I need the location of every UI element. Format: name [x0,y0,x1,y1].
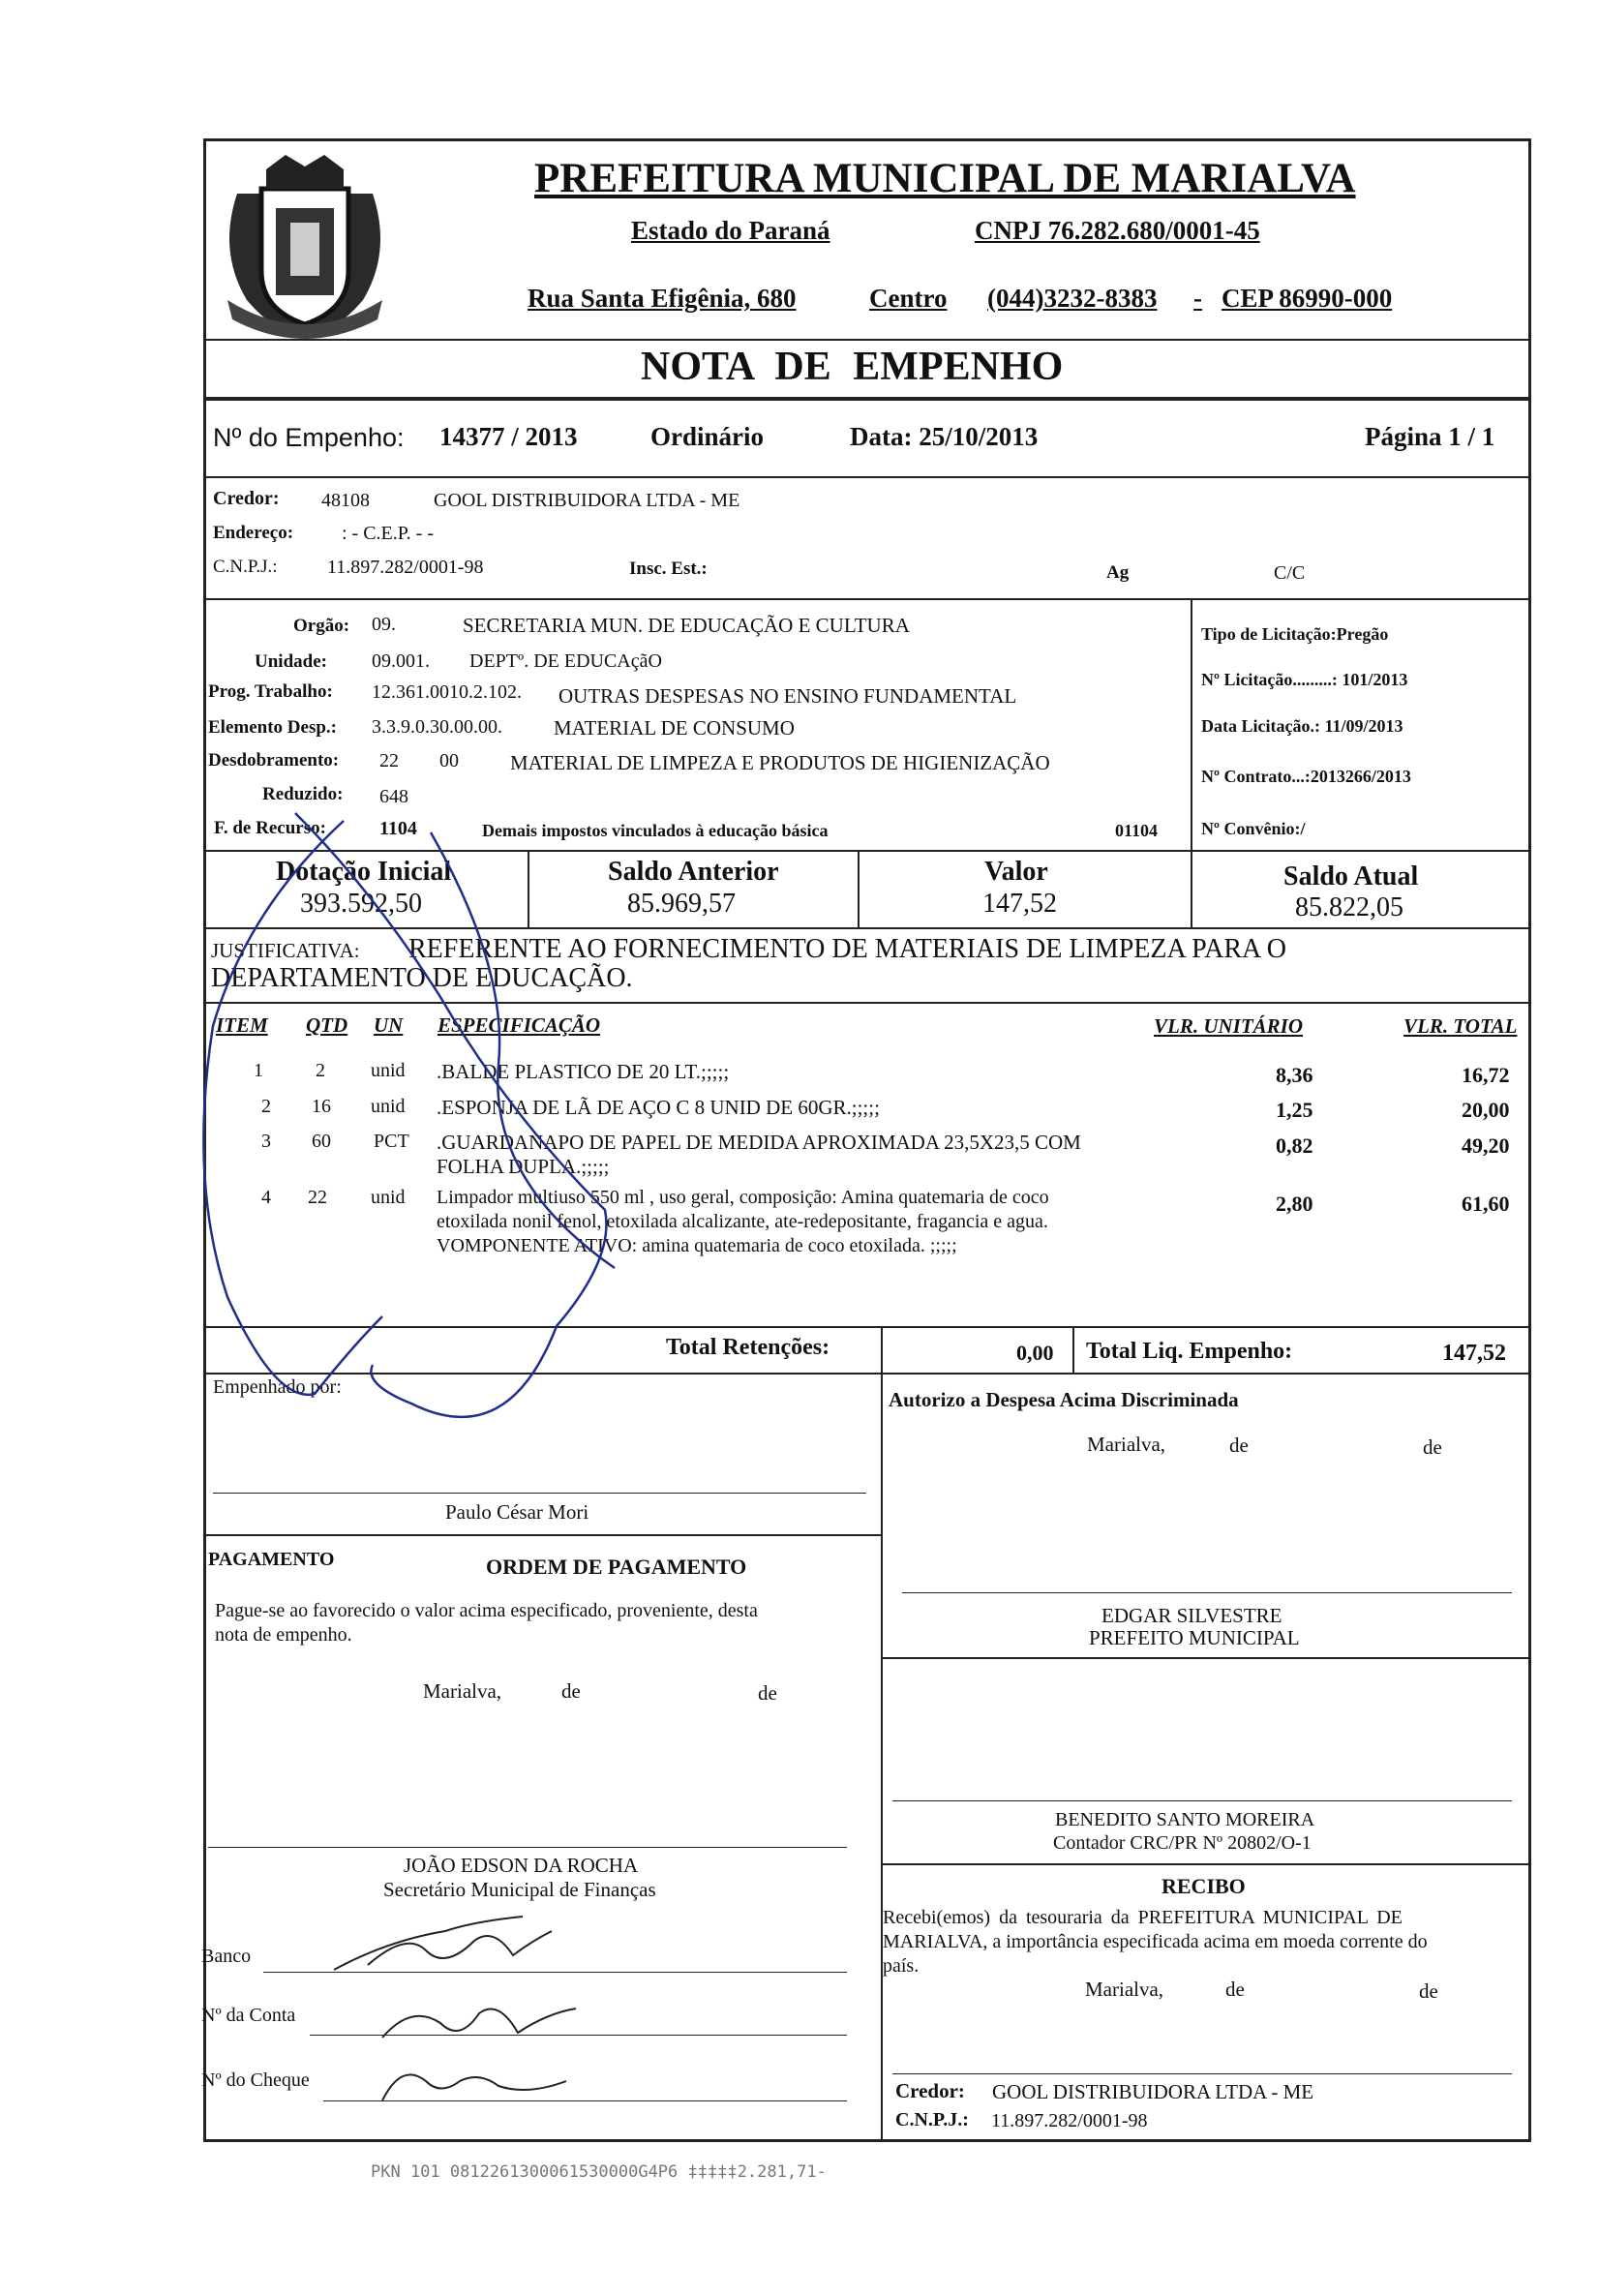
pague-line2: nota de empenho. [215,1624,352,1646]
recibo-de2: de [1419,1979,1438,2003]
item-un: unid [371,1060,406,1081]
recibo-cnpj-label: C.N.P.J.: [895,2109,969,2130]
state-name: Estado do Paraná [631,216,830,245]
handwritten-loop-signature [189,774,634,1471]
col-item: ITEM [216,1013,268,1037]
recibo-title: RECIBO [1162,1874,1246,1898]
item-un: PCT [374,1131,409,1152]
item-qtd: 22 [308,1187,327,1208]
cep: CEP 86990-000 [1222,284,1393,313]
municipality-title: PREFEITURA MUNICIPAL DE MARIALVA [534,156,1356,201]
empenho-number-label: Nº do Empenho: [213,423,405,452]
right-city: Marialva, [1087,1433,1166,1456]
desdobramento-label: Desdobramento: [208,750,340,770]
footer-stamp: PKN 101 0812261300061530000G4P6 ‡‡‡‡‡2.281,71- [371,2162,827,2182]
credor-code: 48108 [321,490,370,511]
cheque-label: Nº do Cheque [201,2069,310,2091]
data-licitacao: Data Licitação.: 11/09/2013 [1201,716,1403,736]
retencoes-label: Total Retenções: [666,1335,830,1360]
contador-name: BENEDITO SANTO MOREIRA [1055,1809,1315,1830]
empenho-type: Ordinário [650,422,765,451]
item-unit-value: 2,80 [1276,1192,1313,1216]
orgao-code: 09. [372,614,396,635]
item-unit-value: 1,25 [1276,1098,1313,1122]
col-un: UN [374,1013,404,1037]
item-total-value: 16,72 [1462,1063,1510,1087]
col-unit-value: VLR. UNITÁRIO [1154,1014,1304,1038]
saldo-anterior-label: Saldo Anterior [608,857,779,887]
item-spec-cont2: VOMPONENTE ATIVO: amina quatemaria de coco etoxilada. ;;;;; [437,1235,957,1256]
document-title: NOTA DE EMPENHO [641,345,1064,389]
bank-signature [329,1912,561,1979]
prefeito-name: EDGAR SILVESTRE [1101,1604,1282,1627]
banco-label: Banco [201,1946,252,1967]
item-number: 2 [261,1096,271,1117]
empenhado-por-label: Empenhado por: [213,1376,342,1398]
saldo-atual-value: 85.822,05 [1295,892,1403,922]
justificativa-line1: REFERENTE AO FORNECIMENTO DE MATERIAIS DE LIMPEZA PARA O [408,934,1286,964]
recibo-cnpj: 11.897.282/0001-98 [991,2110,1148,2131]
elemento-name: MATERIAL DE CONSUMO [554,716,795,740]
numero-convenio: Nº Convênio:/ [1201,819,1306,838]
secretario-title: Secretário Municipal de Finanças [383,1878,656,1901]
item-unit-value: 8,36 [1276,1063,1313,1087]
valor-label: Valor [984,857,1048,887]
item-un: unid [371,1187,406,1208]
reduzido-label: Reduzido: [262,784,344,804]
recibo-city: Marialva, [1085,1978,1164,2001]
item-spec: Limpador multiuso 550 ml , uso geral, composição: Amina quatemaria de coco [437,1187,1049,1208]
item-number: 1 [254,1060,263,1081]
municipality-cnpj: CNPJ 76.282.680/0001-45 [975,216,1260,245]
item-spec-cont: FOLHA DUPLA.;;;;; [437,1155,610,1178]
orgao-label: Orgão: [293,616,350,636]
item-un: unid [371,1096,406,1117]
justificativa-label: JUSTIFICATIVA: [211,939,360,962]
prefeito-title: PREFEITO MUNICIPAL [1089,1626,1300,1649]
recibo-credor-name: GOOL DISTRIBUIDORA LTDA - ME [992,2080,1314,2103]
conta-label: Nº da Conta [201,2005,296,2026]
item-total-value: 49,20 [1462,1133,1510,1158]
cheque-signature [373,2057,586,2115]
prog-trabalho-code: 12.361.0010.2.102. [372,681,522,703]
right-de2: de [1423,1435,1442,1459]
credor-cnpj-label: C.N.P.J.: [213,557,278,577]
item-total-value: 20,00 [1462,1098,1510,1122]
recurso-code: 1104 [379,818,417,839]
desdobramento-code1: 22 [379,750,399,771]
justificativa-line2: DEPARTAMENTO DE EDUCAÇÃO. [211,963,633,993]
empenho-date: Data: 25/10/2013 [850,422,1039,451]
ordem-pagamento-label: ORDEM DE PAGAMENTO [486,1555,747,1579]
recibo-de1: de [1225,1978,1245,2001]
account-signature [373,1994,586,2052]
item-spec: .GUARDANAPO DE PAPEL DE MEDIDA APROXIMADA 23,5X23,5 COM [437,1131,1081,1154]
recibo-credor-label: Credor: [895,2079,965,2102]
saldo-anterior-value: 85.969,57 [627,889,736,919]
address-street: Rua Santa Efigênia, 680 [528,284,797,313]
address-district: Centro [869,284,948,313]
valor-value: 147,52 [982,889,1057,919]
right-de1: de [1229,1434,1249,1457]
item-qtd: 16 [312,1096,331,1117]
left-de2: de [758,1681,777,1705]
numero-contrato: Nº Contrato...:2013266/2013 [1201,767,1411,786]
item-spec: .ESPONJA DE LÃ DE AÇO C 8 UNID DE 60GR.;;;;; [437,1096,880,1119]
recibo-line1: Recebi(emos) da tesouraria da PREFEITURA MUNICIPAL DE [883,1907,1403,1928]
item-spec-cont: etoxilada nonil fenol, etoxilada alcalizante, ate-redepositante, fragancia e agua. [437,1211,1048,1232]
recurso-label: F. de Recurso: [214,818,326,838]
item-number: 3 [261,1131,271,1152]
credor-name: GOOL DISTRIBUIDORA LTDA - ME [434,490,740,511]
item-total-value: 61,60 [1462,1192,1510,1216]
page-number: Página 1 / 1 [1365,422,1495,451]
liq-label: Total Liq. Empenho: [1086,1339,1293,1364]
prog-trabalho-label: Prog. Trabalho: [208,681,333,702]
saldo-atual-label: Saldo Atual [1283,861,1419,891]
col-total-value: VLR. TOTAL [1403,1014,1518,1038]
endereco-value: : - C.E.P. - - [342,523,434,544]
recurso-extra: 01104 [1115,821,1159,840]
desdobramento-name: MATERIAL DE LIMPEZA E PRODUTOS DE HIGIENIZAÇÃO [510,751,1050,774]
credor-label: Credor: [213,488,280,509]
unidade-name: DEPTº. DE EDUCAçãO [469,650,662,672]
dotacao-value: 393.592,50 [300,889,422,919]
autorizo-label: Autorizo a Despesa Acima Discriminada [889,1388,1239,1411]
item-unit-value: 0,82 [1276,1133,1313,1158]
item-qtd: 2 [316,1060,325,1081]
pagamento-label: PAGAMENTO [208,1549,335,1570]
prog-trabalho-name: OUTRAS DESPESAS NO ENSINO FUNDAMENTAL [558,684,1017,708]
item-number: 4 [261,1187,271,1208]
col-qtd: QTD [306,1013,348,1037]
liq-value: 147,52 [1442,1341,1506,1366]
unidade-label: Unidade: [255,651,327,672]
cc-label: C/C [1274,562,1306,584]
contador-title: Contador CRC/PR Nº 20802/O-1 [1053,1832,1312,1854]
recurso-name: Demais impostos vinculados à educação básica [482,821,829,840]
phone: (044)3232-8383 [987,284,1158,313]
elemento-label: Elemento Desp.: [208,717,337,738]
pague-line1: Pague-se ao favorecido o valor acima especificado, proveniente, desta [215,1600,758,1621]
elemento-code: 3.3.9.0.30.00.00. [372,716,502,738]
secretario-name: JOÃO EDSON DA ROCHA [404,1854,639,1877]
col-spec: ESPECIFICAÇÃO [437,1013,601,1037]
credor-cnpj: 11.897.282/0001-98 [327,557,484,578]
orgao-name: SECRETARIA MUN. DE EDUCAÇÃO E CULTURA [463,614,910,637]
ag-label: Ag [1106,562,1130,583]
left-city: Marialva, [423,1679,502,1703]
dotacao-label: Dotação Inicial [276,857,452,887]
recibo-line3: país. [883,1955,920,1977]
item-spec: .BALDE PLASTICO DE 20 LT.;;;;; [437,1060,730,1083]
endereco-label: Endereço: [213,523,294,543]
unidade-code: 09.001. [372,650,430,672]
numero-licitacao: Nº Licitação.........: 101/2013 [1201,670,1408,689]
left-de1: de [561,1679,581,1703]
dash: - [1193,284,1202,313]
item-qtd: 60 [312,1131,331,1152]
empenhado-por-name: Paulo César Mori [445,1500,589,1524]
retencoes-value: 0,00 [1016,1341,1054,1365]
reduzido-value: 648 [379,786,408,807]
recibo-line2: MARIALVA, a importância especificada acima em moeda corrente do [883,1931,1428,1952]
desdobramento-code2: 00 [439,750,459,771]
tipo-licitacao: Tipo de Licitação:Pregão [1201,624,1389,644]
empenho-number: 14377 / 2013 [439,422,578,451]
insc-est-label: Insc. Est.: [629,559,708,579]
